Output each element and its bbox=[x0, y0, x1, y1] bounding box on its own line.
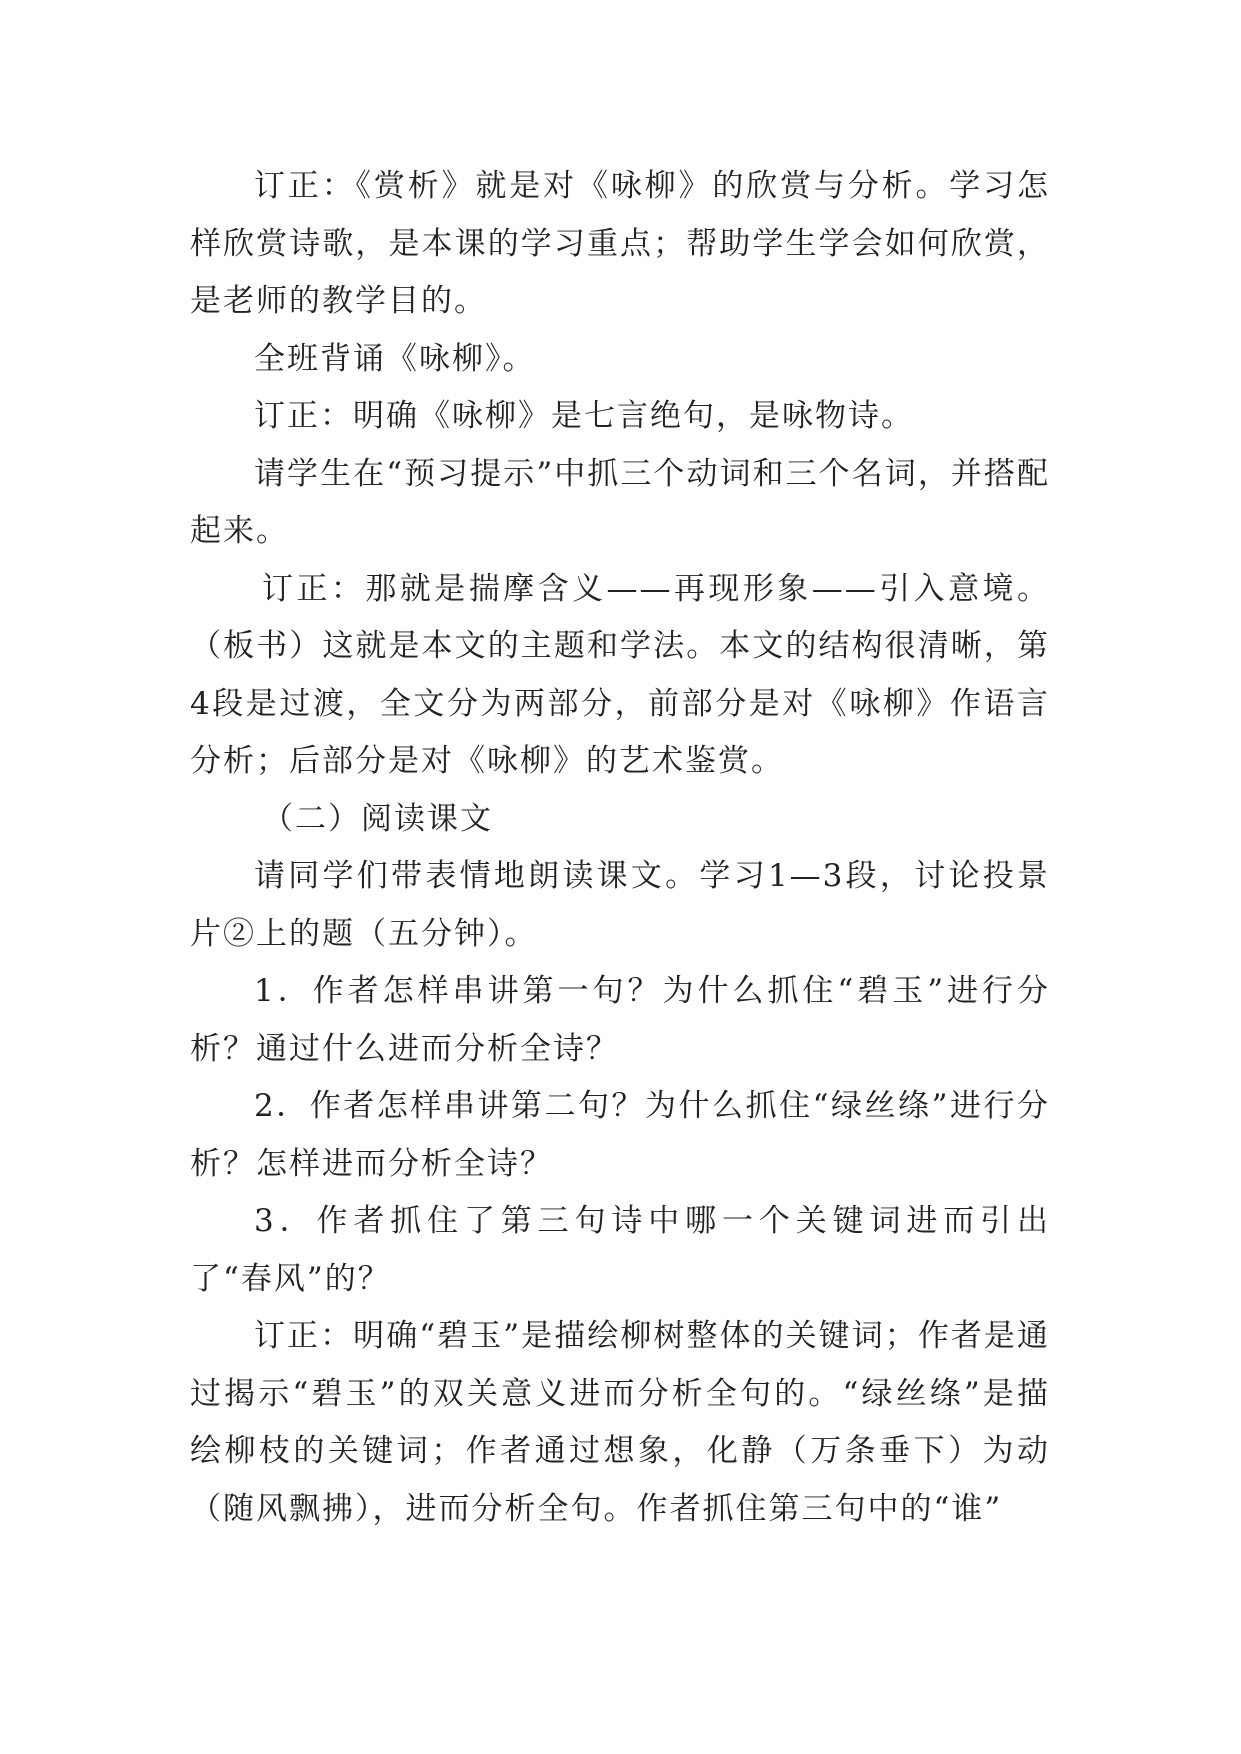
document-body bbox=[190, 158, 1050, 1538]
paragraph-recite: 全班背诵《咏柳》。 bbox=[254, 340, 536, 377]
question-2: 2．作者怎样串讲第二句？为什么抓住“绿丝绦”进行分析？怎样进而分析全诗？ bbox=[190, 1088, 1050, 1182]
paragraph-correction-appreciation: 订正：《赏析》就是对《咏柳》的欣赏与分析。学习怎样欣赏诗歌，是本课的学习重点；帮助学生学会如何欣赏，是老师的教学目的。 bbox=[190, 168, 1050, 319]
paragraph-correction-structure: 订正：那就是揣摩含义——再现形象——引入意境。（板书）这就是本文的主题和学法。本文的结构很清晰，第4段是过渡，全文分为两部分，前部分是对《咏柳》作语言分析；后部分是对《咏柳》的艺术鉴赏。 bbox=[190, 570, 1050, 779]
paragraph-correction-keywords: 订正：明确“碧玉”是描绘柳树整体的关键词；作者是通过揭示“碧玉”的双关意义进而分析全句的。“绿丝绦”是描绘柳枝的关键词；作者通过想象，化静（万条垂下）为动（随风飘拂），进而分析全句。作者抓住第三句中的“谁” bbox=[190, 1318, 1050, 1527]
question-3: 3．作者抓住了第三句诗中哪一个关键词进而引出了“春风”的？ bbox=[190, 1203, 1050, 1297]
section-heading-read-text: （二）阅读课文 bbox=[262, 800, 493, 837]
paragraph-read-aloud: 请同学们带表情地朗读课文。学习1—3段，讨论投景片②上的题（五分钟）。 bbox=[190, 858, 1050, 952]
paragraph-task-verbs-nouns: 请学生在“预习提示”中抓三个动词和三个名词，并搭配起来。 bbox=[190, 455, 1050, 549]
paragraph-correction-genre: 订正：明确《咏柳》是七言绝句，是咏物诗。 bbox=[254, 398, 914, 434]
question-1: 1．作者怎样串讲第一句？为什么抓住“碧玉”进行分析？通过什么进而分析全诗？ bbox=[190, 973, 1050, 1067]
